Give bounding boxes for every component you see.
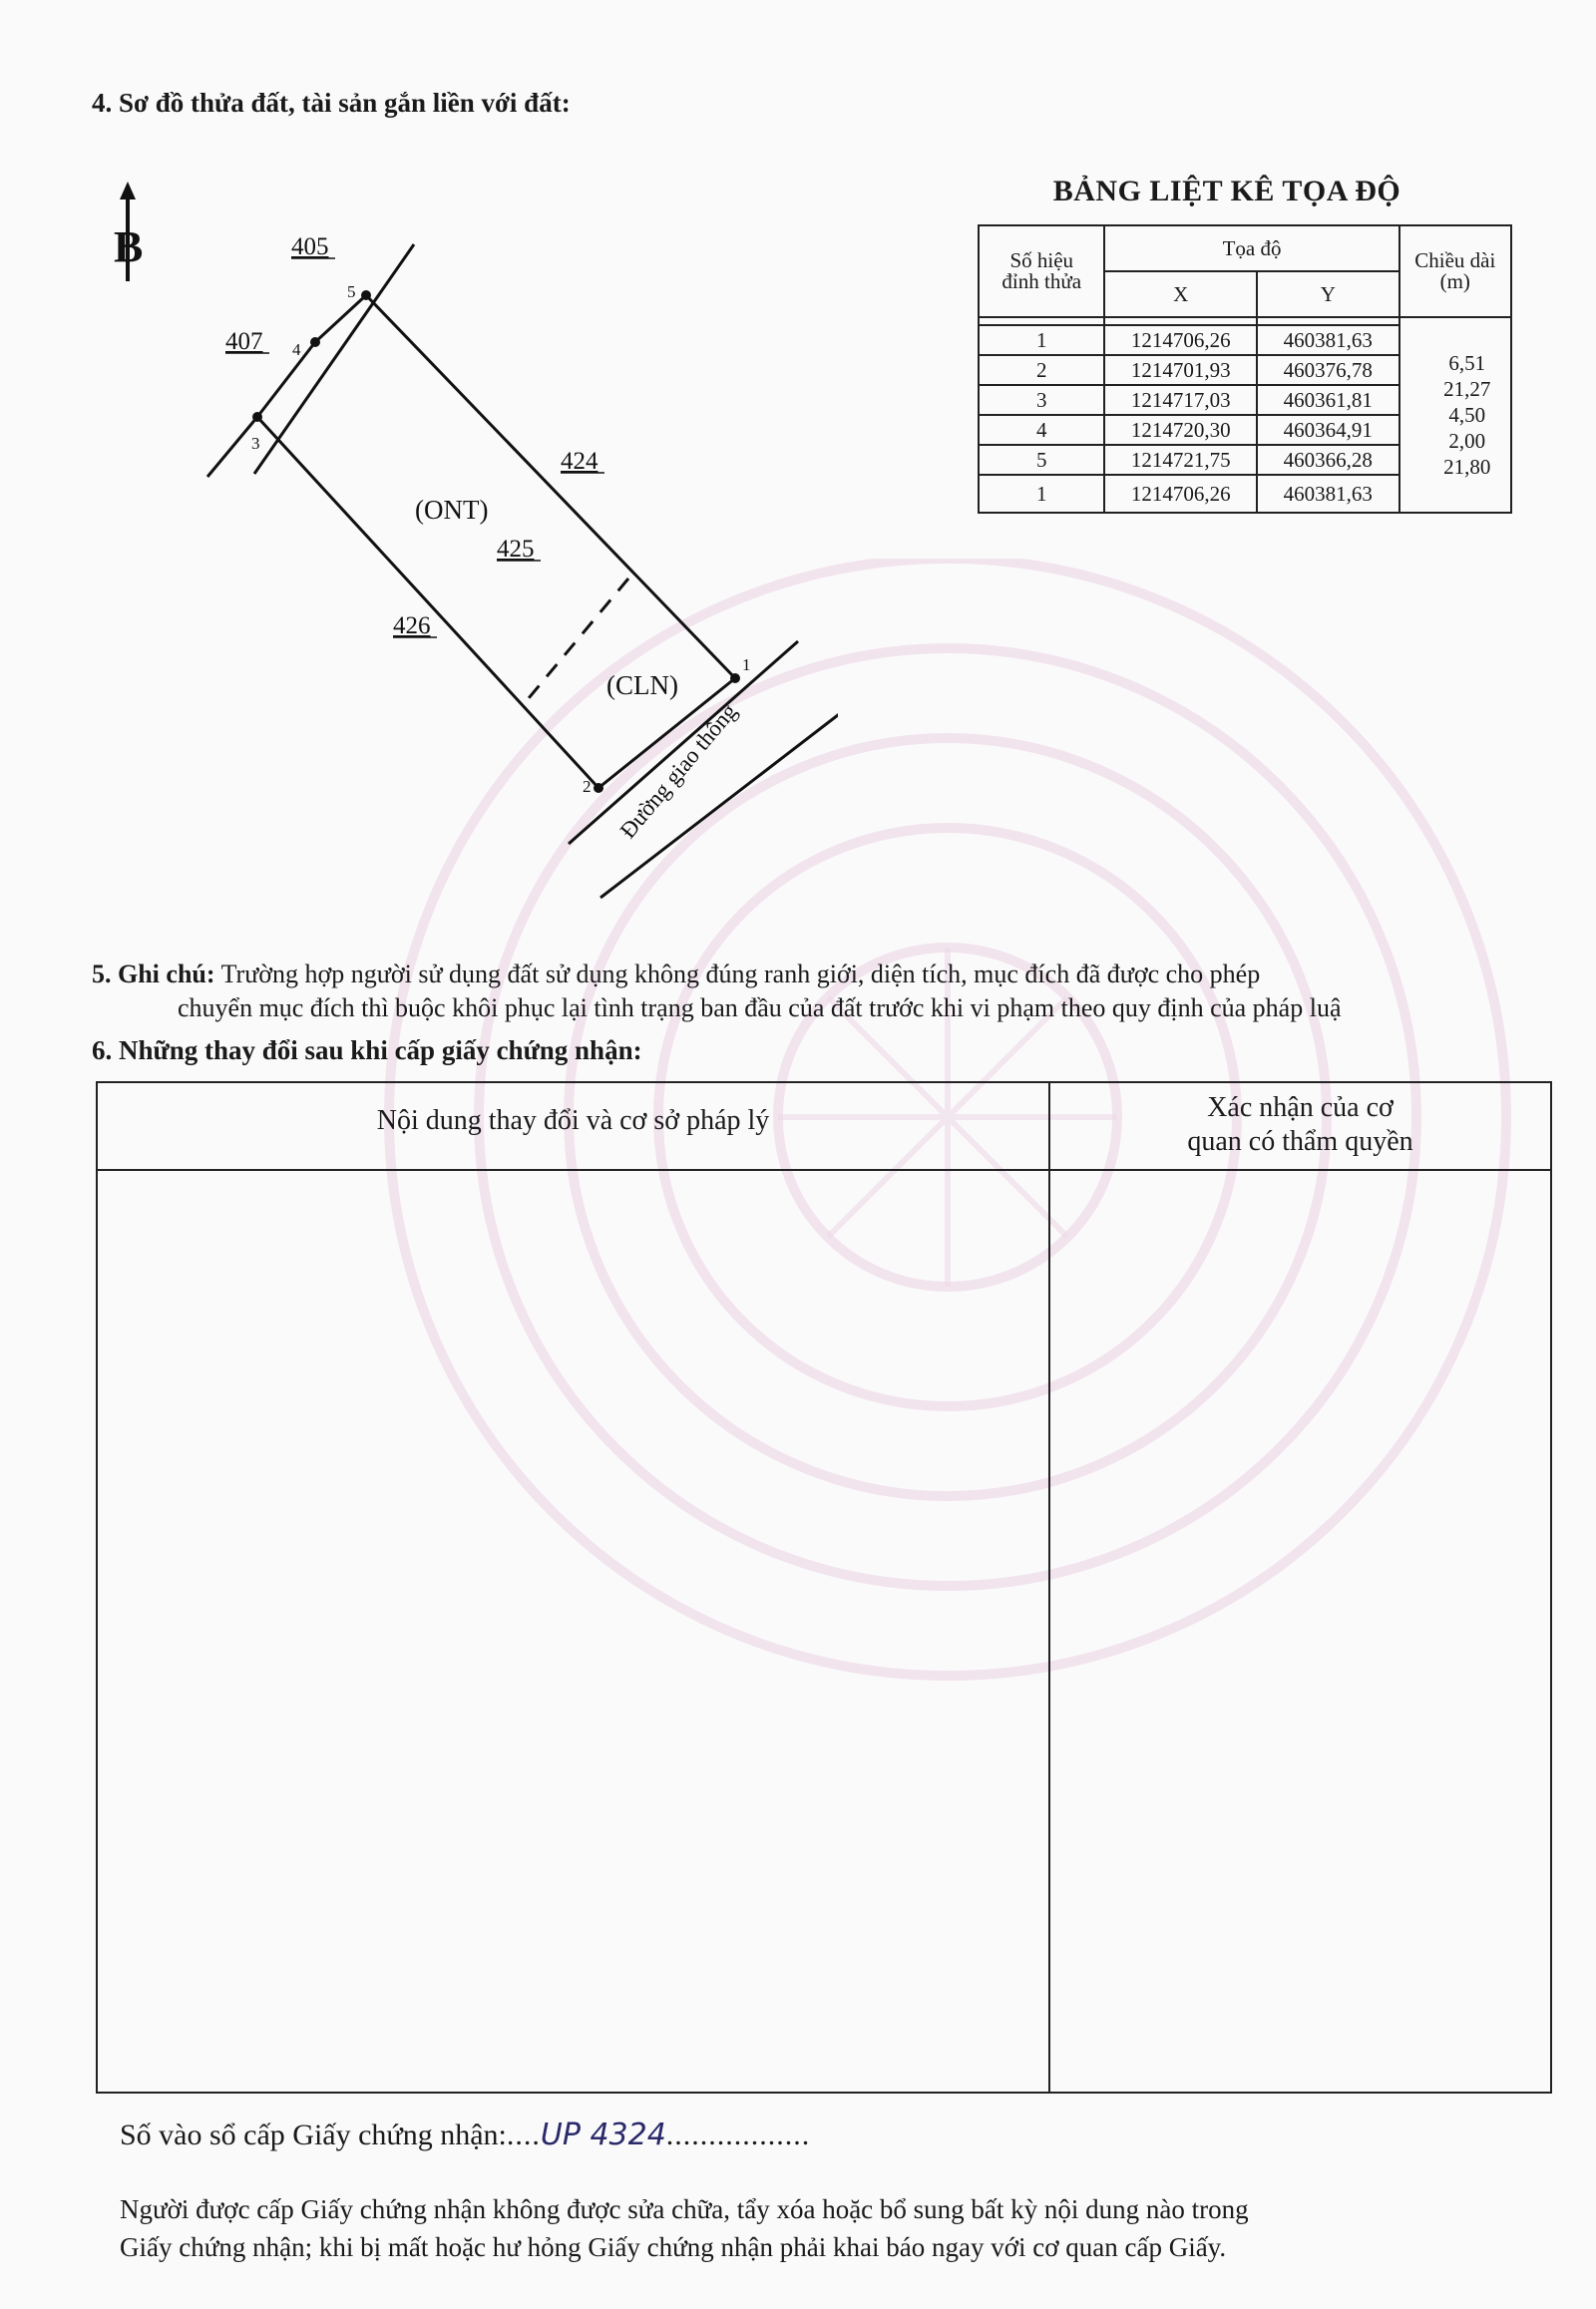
vertex-5-label: 5: [347, 282, 356, 301]
note-line-2: chuyển mục đích thì buộc khôi phục lại tình trạng ban đầu của đất trước khi vi phạm theo quy định của pháp luậ: [178, 993, 1342, 1022]
footer-line-1: Người được cấp Giấy chứng nhận không được sửa chữa, tẩy xóa hoặc bổ sung bất kỳ nội dung nào trong: [120, 2194, 1249, 2224]
length-2-3: 21,27: [1443, 377, 1491, 401]
vertex-2-label: 2: [583, 777, 592, 796]
note-line-1: Trường hợp người sử dụng đất sử dụng không đúng ranh giới, diện tích, mục đích đã được cho phép: [220, 960, 1261, 988]
changes-col-confirm: Xác nhận của cơ quan có thẩm quyền: [1187, 1092, 1413, 1157]
footer-line-2: Giấy chứng nhận; khi bị mất hoặc hư hỏng Giấy chứng nhận phải khai báo ngay với cơ quan cấp Giấy.: [120, 2232, 1227, 2262]
neighbor-425: 425: [497, 536, 535, 563]
section-6-title: 6. Những thay đổi sau khi cấp giấy chứng nhận:: [92, 1035, 642, 1065]
north-arrow-icon: [114, 182, 143, 281]
table-row: 2 1214701,93 460376,78: [979, 355, 1511, 385]
lengths-cell: [1399, 317, 1511, 513]
length-5-1: 21,80: [1443, 455, 1491, 479]
header-y: Y: [1257, 271, 1399, 317]
table-row: 5 1214721,75 460366,28: [979, 445, 1511, 475]
boundary-neighbor-line-lower: [207, 417, 257, 477]
north-symbol: B: [114, 222, 144, 271]
road-label: Đường giao thông: [614, 698, 742, 844]
header-point: Số hiệu đỉnh thửa: [979, 225, 1104, 317]
zone-ont-label: (ONT): [415, 495, 489, 525]
land-plot-diagram: [80, 160, 838, 918]
length-3-4: 4,50: [1448, 403, 1486, 427]
header-coord: Tọa độ: [1104, 225, 1398, 271]
length-1-2: 6,51: [1448, 351, 1486, 375]
section-4-title: 4. Sơ đồ thửa đất, tài sản gắn liền với đất:: [92, 88, 571, 118]
note-label: 5. Ghi chú:: [92, 960, 215, 988]
vertex-4-label: 4: [292, 340, 301, 359]
changes-col-content: Nội dung thay đổi và cơ sở pháp lý: [376, 1105, 770, 1136]
coord-table-title: BẢNG LIỆT KÊ TỌA ĐỘ: [1052, 175, 1401, 207]
table-row: 3 1214717,03 460361,81: [979, 385, 1511, 415]
vertex-3-label: 3: [251, 434, 260, 453]
header-length: Chiều dài (m): [1399, 225, 1511, 317]
neighbor-405: 405: [291, 233, 329, 260]
road-edge-top: [569, 641, 798, 844]
neighbor-426: 426: [393, 612, 431, 639]
zone-cln-label: (CLN): [606, 670, 678, 700]
footer-notice: [120, 2190, 1556, 2266]
changes-table: [96, 1081, 1552, 2094]
section-5-note: [92, 958, 1588, 1025]
cert-register-value: UP 4324: [540, 2117, 666, 2152]
table-row: 4 1214720,30 460364,91: [979, 415, 1511, 445]
vertex-1-label: 1: [742, 655, 751, 674]
header-x: X: [1104, 271, 1257, 317]
coordinate-table: [978, 224, 1512, 514]
table-row: 1 1214706,26 460381,63: [979, 325, 1511, 355]
neighbor-407: 407: [225, 328, 263, 355]
table-row: 1 1214706,26 460381,63: [979, 475, 1511, 513]
neighbor-424: 424: [561, 448, 598, 475]
cert-register-line: Số vào sổ cấp Giấy chứng nhận:....UP 4324.................: [120, 2117, 811, 2152]
length-4-5: 2,00: [1448, 429, 1486, 453]
cert-register-label: Số vào sổ cấp Giấy chứng nhận:: [120, 2118, 507, 2151]
